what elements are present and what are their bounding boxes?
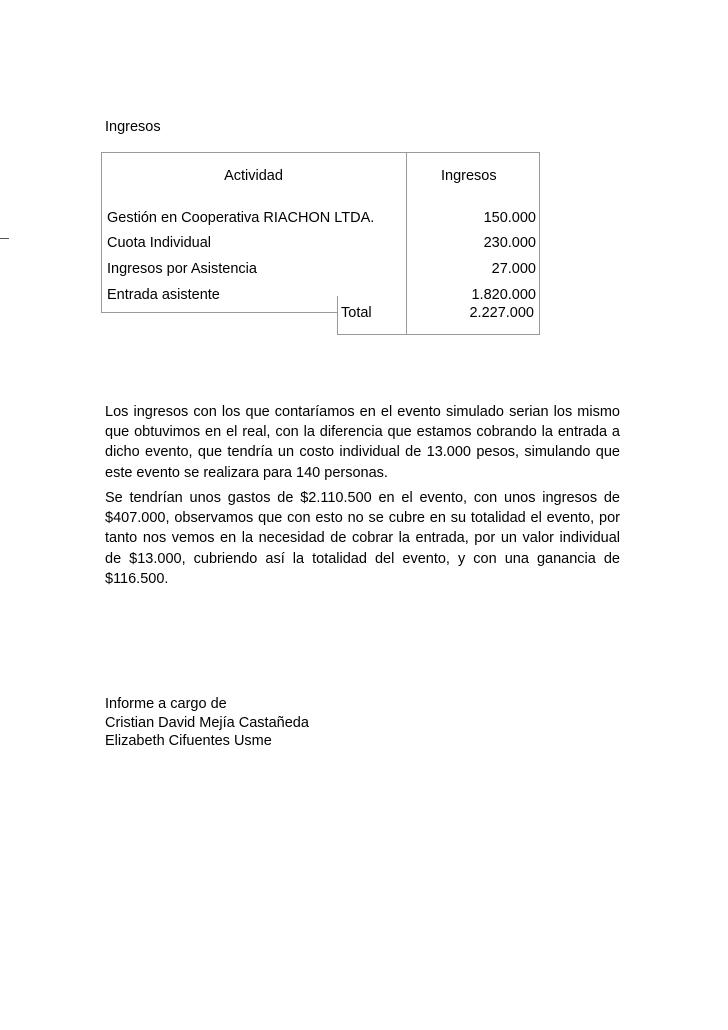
total-label: Total [341,305,372,321]
table-divider-total [337,296,338,335]
signature-block [105,695,309,751]
table-border-bottom-left [101,312,338,313]
row-amount: 1.820.000 [471,287,536,303]
table-border-bottom [337,334,540,335]
table-border-top [101,152,540,153]
signature-author: Elizabeth Cifuentes Usme [105,733,272,749]
column-header-activity: Actividad [224,168,283,184]
signature-author: Cristian David Mejía Castañeda [105,714,309,731]
margin-mark [0,238,9,239]
body-paragraph: Se tendrían unos gastos de $2.110.500 en el evento, con unos ingresos de $407.000, observamos que con esto no se cubre en su totalidad el evento, por tanto nos vemos en la necesidad de cobrar la entrada, por un valor individual de $13.000, cubriendo así la totalidad del evento, y con una ganancia de $116.500. [105,490,620,587]
section-heading: Ingresos [105,119,161,135]
row-amount: 230.000 [483,235,536,251]
total-amount: 2.227.000 [469,305,534,321]
row-activity: Ingresos por Asistencia [107,261,257,277]
body-paragraph: Los ingresos con los que contaríamos en el evento simulado serian los mismo que obtuvimos en el real, con la diferencia que estamos cobrando la entrada a dicho evento, que tendría un costo individual de 13.000 pesos, simulando que este evento se realizara para 140 personas. [105,404,620,481]
row-activity: Cuota Individual [107,235,211,251]
row-activity: Gestión en Cooperativa RIACHON LTDA. [107,210,375,226]
signature-intro: Informe a cargo de [105,696,227,712]
row-amount: 150.000 [483,210,536,226]
row-amount: 27.000 [491,261,536,277]
table-divider-column [406,152,407,335]
table-border-right [539,152,540,335]
income-table [101,152,540,335]
row-activity: Entrada asistente [107,287,220,303]
column-header-income: Ingresos [441,168,497,184]
